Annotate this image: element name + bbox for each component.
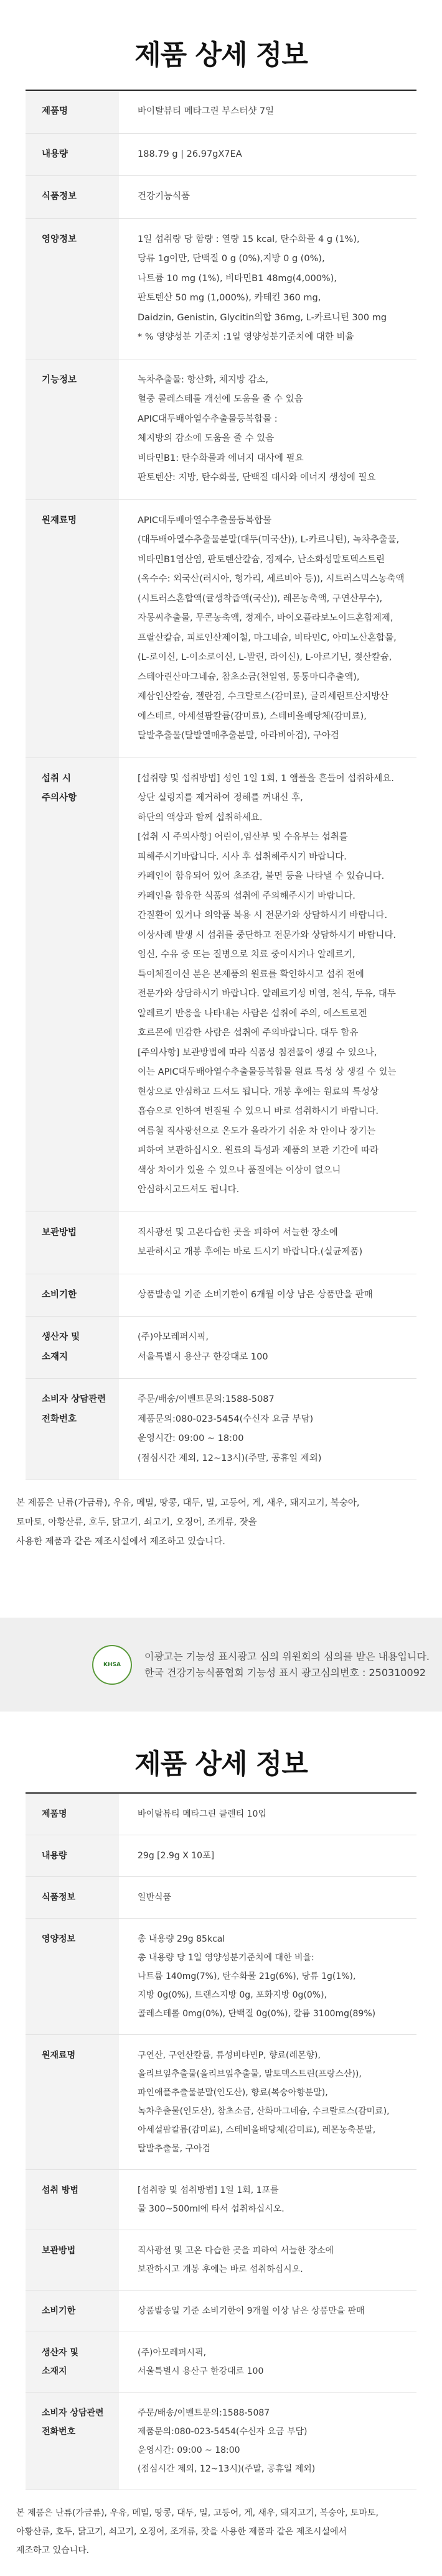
row-value-line: 운영시간: 09:00 ~ 18:00 bbox=[138, 2445, 240, 2455]
row-value-line: [주의사항] 보관방법에 따라 식품성 침전물이 생길 수 있으나, bbox=[138, 1047, 377, 1058]
row-label bbox=[26, 1212, 119, 1274]
ad-review-text bbox=[144, 1649, 430, 1681]
row-value-line: 188.79 g | 26.97gX7EA bbox=[138, 149, 242, 159]
row-label bbox=[26, 2230, 119, 2290]
table-row bbox=[26, 1317, 416, 1379]
row-value-line: 물 300~500ml에 타서 섭취하십시오. bbox=[138, 2204, 284, 2214]
row-value-line: 카페인이 함유되어 있어 초조감, 불면 등을 나타낼 수 있습니다. bbox=[138, 871, 385, 881]
row-label-line: 내용량 bbox=[42, 1851, 67, 1861]
row-value-line: APIC대두배아열수추출물등복합물 : bbox=[138, 414, 278, 424]
row-value bbox=[119, 134, 416, 176]
row-label-line: 제품명 bbox=[42, 1809, 67, 1819]
row-label bbox=[26, 219, 119, 359]
row-value-line: APIC대두배아열수추출물등복합물 bbox=[138, 515, 272, 526]
row-value-line: 프랄산칼슘, 피로인산제이철, 마그네슘, 비타민C, 아미노산혼합물, bbox=[138, 632, 397, 643]
row-value-line: (점심시간 제외, 12~13시)(주말, 공휴일 제외) bbox=[138, 1453, 322, 1463]
row-label-line: 전화번호 bbox=[42, 1414, 77, 1424]
row-value bbox=[119, 2035, 416, 2169]
row-label bbox=[26, 359, 119, 499]
row-value bbox=[119, 1835, 416, 1876]
table-row bbox=[26, 1919, 416, 2035]
notice-line: 제조하고 있습니다. bbox=[16, 2546, 90, 2555]
row-value-line: 주문/배송/이벤트문의:1588-5087 bbox=[138, 1394, 275, 1404]
page-title: 제품 상세 정보 bbox=[134, 1748, 308, 1780]
row-value-line: 간질환이 있거나 의약품 복용 시 전문가와 상담하시기 바랍니다. bbox=[138, 910, 388, 920]
notice-line: 토마토, 아황산류, 호두, 닭고기, 쇠고기, 오징어, 조개류, 잣을 bbox=[16, 1517, 257, 1527]
row-value-line: 서울특별시 용산구 한강대로 100 bbox=[138, 1351, 268, 1362]
row-value bbox=[119, 2170, 416, 2230]
row-value bbox=[119, 359, 416, 499]
table-row bbox=[26, 1379, 416, 1480]
table-row bbox=[26, 1794, 416, 1835]
row-value-line: 일반식품 bbox=[138, 1893, 172, 1902]
row-label bbox=[26, 2170, 119, 2230]
row-label-line: 소재지 bbox=[42, 1351, 68, 1362]
ad-review-line: 이광고는 기능성 표시광고 심의 위원회의 심의를 받은 내용입니다. bbox=[144, 1650, 430, 1662]
row-value-line: 판토텐산: 지방, 탄수화물, 단백질 대사와 에너지 생성에 필요 bbox=[138, 473, 376, 483]
row-value-line: [섭취량 및 섭취방법] 성인 1일 1회, 1 앰플을 흔들어 섭취하세요. bbox=[138, 773, 394, 784]
row-value-line: 흡습으로 인하여 변질될 수 있으니 바로 섭취하시기 바랍니다. bbox=[138, 1106, 379, 1116]
row-label bbox=[26, 176, 119, 218]
row-value-line: 이상사례 발생 시 섭취를 중단하고 전문가와 상담하시기 바랍니다. bbox=[138, 930, 397, 940]
row-value bbox=[119, 2230, 416, 2290]
row-value-line: (주)아모레퍼시픽, bbox=[138, 2348, 207, 2358]
row-value-line: 하단의 액상과 함께 섭취하세요. bbox=[138, 812, 263, 823]
row-label-line: 원재료명 bbox=[42, 2050, 76, 2060]
row-value-line: 탈발추출물(탈발열매추출분말, 아라비아검), 구아검 bbox=[138, 731, 339, 741]
row-label bbox=[26, 134, 119, 176]
row-label-line: 섭취 시 bbox=[42, 773, 72, 784]
product-info-table bbox=[26, 90, 416, 1480]
row-value bbox=[119, 1317, 416, 1378]
allergen-notice bbox=[0, 1480, 442, 1568]
row-label-line: 소재지 bbox=[42, 2366, 67, 2376]
row-label-line: 소비기한 bbox=[42, 1289, 77, 1300]
row-value-line: 운영시간: 09:00 ~ 18:00 bbox=[138, 1434, 244, 1443]
row-label bbox=[26, 758, 119, 1212]
row-value-line: 보관하시고 개봉 후에는 바로 섭취하십시오. bbox=[138, 2264, 303, 2274]
row-label bbox=[26, 2332, 119, 2392]
row-value bbox=[119, 758, 416, 1212]
table-row bbox=[26, 2393, 416, 2490]
row-value-line: 바이탈뷰티 메타그린 부스터샷 7일 bbox=[138, 106, 275, 116]
row-value-line: 총 내용량 당 1일 영양성분기준치에 대한 비율: bbox=[138, 1953, 314, 1963]
notice-line: 아황산류, 호두, 닭고기, 쇠고기, 오징어, 조개류, 잣을 사용한 제품과 같은 제조시설에서 bbox=[16, 2527, 347, 2537]
table-row bbox=[26, 2035, 416, 2170]
row-value-line: 바이탈뷰티 메타그린 클렌티 10입 bbox=[138, 1809, 266, 1819]
page-title: 제품 상세 정보 bbox=[134, 39, 308, 71]
row-label-line: 내용량 bbox=[42, 149, 68, 159]
row-label bbox=[26, 2291, 119, 2332]
row-value-line: 안심하시고드셔도 됩니다. bbox=[138, 1185, 240, 1195]
row-value-line: 제품문의:080-023-5454(수신자 요금 부담) bbox=[138, 1414, 314, 1424]
row-value bbox=[119, 1212, 416, 1274]
row-value bbox=[119, 176, 416, 218]
row-label bbox=[26, 500, 119, 758]
row-value-line: 상품발송일 기준 소비기한이 9개월 이상 남은 상품만을 판매 bbox=[138, 2306, 365, 2316]
row-label-line: 섭취 방법 bbox=[42, 2185, 78, 2195]
row-value-line: (주)아모레퍼시픽, bbox=[138, 1332, 209, 1342]
row-value-line: 건강기능식품 bbox=[138, 192, 190, 202]
row-value-line: 제품문의:080-023-5454(수신자 요금 부담) bbox=[138, 2427, 308, 2437]
row-value bbox=[119, 91, 416, 133]
row-value-line: 상품발송일 기준 소비기한이 6개월 이상 남은 상품만을 판매 bbox=[138, 1289, 373, 1300]
row-label-line: 기능정보 bbox=[42, 374, 77, 385]
table-row bbox=[26, 500, 416, 758]
row-value-line: 탈발추출물, 구아검 bbox=[138, 2144, 211, 2154]
row-value-line: (점심시간 제외, 12~13시)(주말, 공휴일 제외) bbox=[138, 2464, 316, 2474]
row-value-line: 색상 차이가 있을 수 있으나 품질에는 이상이 없으니 bbox=[138, 1165, 341, 1175]
table-row bbox=[26, 1212, 416, 1274]
row-value-line: 체지방의 감소에 도움을 줄 수 있음 bbox=[138, 433, 275, 443]
notice-line: 본 제품은 난류(가금류), 우유, 메밀, 땅콩, 대두, 밀, 고등어, 게, 새우, 돼지고기, 복숭아, 토마토, bbox=[16, 2508, 379, 2518]
row-value-line: 구연산, 구연산칼륨, 류성비타민P, 향료(레몬향), bbox=[138, 2050, 321, 2060]
row-value-line: 특이체질이신 분은 본제품의 원료를 확인하시고 섭취 전에 bbox=[138, 969, 364, 980]
row-value bbox=[119, 1877, 416, 1918]
table-row bbox=[26, 2332, 416, 2393]
row-label bbox=[26, 1919, 119, 2034]
row-value-line: 총 내용량 29g 85kcal bbox=[138, 1934, 225, 1944]
notice-line: 사용한 제품과 같은 제조시설에서 제조하고 있습니다. bbox=[16, 1537, 225, 1547]
row-label bbox=[26, 91, 119, 133]
row-value-line: 피하여 보관하십시오. 원료의 특성과 제품의 보관 기간에 따라 bbox=[138, 1146, 379, 1156]
row-label-line: 보관방법 bbox=[42, 1227, 77, 1238]
row-value-line: 혈중 콜레스테롤 개선에 도움을 줄 수 있음 bbox=[138, 394, 303, 404]
row-value-line: 비타민B1: 탄수화물과 에너지 대사에 필요 bbox=[138, 453, 304, 463]
row-value-line: (대두배아열수추출물분말(대두(미국산)), L-카르니틴), 녹차추출물, bbox=[138, 535, 400, 545]
row-label-line: 영양정보 bbox=[42, 234, 77, 244]
row-label bbox=[26, 2393, 119, 2490]
row-value-line: 1일 섭취량 당 함량 : 열량 15 kcal, 탄수화물 4 g (1%), bbox=[138, 234, 360, 244]
row-value-line: 나트륨 140mg(7%), 탄수화물 21g(6%), 당류 1g(1%), bbox=[138, 1971, 356, 1981]
row-label-line: 원재료명 bbox=[42, 515, 77, 526]
row-value-line: 상단 실링지를 제거하여 정해를 꺼내신 후, bbox=[138, 793, 303, 803]
row-value bbox=[119, 2332, 416, 2392]
row-value-line: (옥수수: 외국산(러시아, 헝가리, 세르비아 등)), 시트러스믹스농축액 bbox=[138, 574, 405, 584]
row-value-line: 판토텐산 50 mg (1,000%), 카테킨 360 mg, bbox=[138, 293, 321, 303]
row-label-line: 식품정보 bbox=[42, 1893, 76, 1902]
notice-line: 본 제품은 난류(가금류), 우유, 메밀, 땅콩, 대두, 밀, 고등어, 게, 새우, 돼지고기, 복숭아, bbox=[16, 1498, 360, 1508]
table-row bbox=[26, 2170, 416, 2230]
row-value-line: [섭취 시 주의사항] 어린이,임산부 및 수유부는 섭취를 bbox=[138, 832, 348, 842]
row-value-line: 이는 APIC대두배아열수추출물등복합물 원료 특성 상 생길 수 있는 bbox=[138, 1067, 397, 1077]
row-value-line: 임신, 수유 중 또는 질병으로 치료 중이시거나 알레르기, bbox=[138, 950, 355, 960]
row-label bbox=[26, 1794, 119, 1835]
row-value-line: 카페인을 함유한 식품의 섭취에 주의해주시기 바랍니다. bbox=[138, 891, 355, 901]
row-value bbox=[119, 500, 416, 758]
row-label bbox=[26, 1835, 119, 1876]
row-value-line: 비타민B1염산염, 판토텐산칼슘, 정제수, 난소화성말토덱스트린 bbox=[138, 554, 385, 565]
row-value-line: 당류 1g이만, 단백질 0 g (0%),지방 0 g (0%), bbox=[138, 254, 325, 264]
row-label bbox=[26, 1317, 119, 1378]
row-value-line: 알레르기 반응을 나타내는 사람은 섭취에 주의, 에스트로겐 bbox=[138, 1008, 367, 1019]
khsa-seal-icon bbox=[92, 1645, 132, 1685]
table-row bbox=[26, 134, 416, 177]
row-label-line: 소비기한 bbox=[42, 2306, 76, 2316]
table-row bbox=[26, 758, 416, 1212]
row-value bbox=[119, 1919, 416, 2034]
ad-review-notice-band bbox=[0, 1618, 442, 1712]
row-value-line: 콜레스테롤 0mg(0%), 단백질 0g(0%), 칼륨 3100mg(89%) bbox=[138, 2009, 376, 2019]
row-value bbox=[119, 2393, 416, 2490]
ad-review-number-line: 한국 건강기능식품협회 기능성 표시 광고심의번호 : 250310092 bbox=[144, 1666, 426, 1679]
row-value-line: 스테아린산마그네슘, 참초소금(천일염, 통통마디추출액), bbox=[138, 672, 360, 682]
row-value-line: 여름철 직사광선으로 온도가 올라가기 쉬운 차 안이나 장기는 bbox=[138, 1126, 376, 1136]
row-label-line: 생산자 및 bbox=[42, 2348, 78, 2358]
row-label-line: 식품정보 bbox=[42, 192, 77, 202]
allergen-notice bbox=[0, 2490, 442, 2576]
row-value-line: [섭취량 및 섭취방법] 1일 1회, 1포를 bbox=[138, 2185, 279, 2195]
row-value-line: 녹차추출물: 항산화, 체지방 감소, bbox=[138, 374, 269, 385]
row-value-line: 호르몬에 민감한 사람은 섭취에 주의바랍니다. 대두 함유 bbox=[138, 1028, 359, 1038]
table-row bbox=[26, 2230, 416, 2291]
table-row bbox=[26, 91, 416, 134]
row-label-line: 보관방법 bbox=[42, 2246, 76, 2256]
table-row bbox=[26, 1274, 416, 1317]
row-value-line: 서울특별시 용산구 한강대로 100 bbox=[138, 2366, 264, 2376]
row-value bbox=[119, 1794, 416, 1835]
row-value-line: 에스테르, 아세설팜칼륨(감미료), 스테비올배당체(감미료), bbox=[138, 711, 367, 721]
table-row bbox=[26, 2291, 416, 2332]
row-label-line: 제품명 bbox=[42, 106, 68, 116]
row-label bbox=[26, 1274, 119, 1317]
row-label bbox=[26, 2035, 119, 2169]
row-value-line: (L-로이신, L-이소로이신, L-발린, 라이신), L-아르기닌, 젖산칼슘, bbox=[138, 652, 392, 662]
row-value-line: 현상으로 안심하고 드셔도 됩니다. 개봉 후에는 원료의 특성상 bbox=[138, 1086, 379, 1097]
table-row bbox=[26, 176, 416, 219]
row-value-line: 녹차추출물(인도산), 참초소금, 산화마그네슘, 수크랄로스(감미료), bbox=[138, 2106, 390, 2116]
row-value-line: 보관하시고 개봉 후에는 바로 드시기 바랍니다.(실균제품) bbox=[138, 1247, 363, 1257]
row-label bbox=[26, 1379, 119, 1480]
product-detail-section-2 bbox=[0, 1712, 442, 2576]
row-value-line: 올리브잎추출물(올리브잎추출물, 말토덱스트린(프랑스산)), bbox=[138, 2069, 362, 2079]
row-value-line: 지방 0g(0%), 트랜스지방 0g, 포화지방 0g(0%), bbox=[138, 1990, 327, 2000]
row-label-line: 주의사항 bbox=[42, 793, 77, 803]
row-value bbox=[119, 2291, 416, 2332]
row-label-line: 소비자 상담관련 bbox=[42, 2408, 104, 2418]
row-value-line: 파인애플추출물분말(인도산), 향료(복숭아향분말), bbox=[138, 2088, 328, 2098]
row-value-line: 전문가와 상담하시기 바랍니다. 알레르기성 비염, 천식, 두유, 대두 bbox=[138, 989, 396, 999]
row-value bbox=[119, 219, 416, 359]
row-value-line: 직사광선 및 고온 다습한 곳을 피하여 서늘한 장소에 bbox=[138, 2246, 334, 2256]
table-row bbox=[26, 359, 416, 500]
table-row bbox=[26, 1835, 416, 1877]
row-value-line: 제삼인산칼슘, 젤란검, 수크랄로스(감미료), 글리세린트산지방산 bbox=[138, 692, 389, 702]
row-value bbox=[119, 1274, 416, 1317]
product-info-table bbox=[26, 1792, 416, 2490]
table-row bbox=[26, 1877, 416, 1919]
row-value bbox=[119, 1379, 416, 1480]
row-label-line: 전화번호 bbox=[42, 2427, 76, 2437]
row-value-line: 직사광선 및 고온다습한 곳을 피하여 서늘한 장소에 bbox=[138, 1227, 338, 1238]
row-value-line: 아세설팜칼륨(감미료), 스테비올배당체(감미료), 레몬농축분말, bbox=[138, 2125, 376, 2135]
seal-label: KHSA bbox=[103, 1661, 121, 1668]
row-value-line: 29g [2.9g X 10포] bbox=[138, 1851, 215, 1861]
row-value-line: 주문/배송/이벤트문의:1588-5087 bbox=[138, 2408, 270, 2418]
row-label-line: 생산자 및 bbox=[42, 1332, 80, 1342]
row-value-line: Daidzin, Genistin, Glycitin의합 36mg, L-카르니틴 300 mg bbox=[138, 312, 387, 323]
row-label bbox=[26, 1877, 119, 1918]
row-value-line: 피해주시기바랍니다. 시사 후 섭취해주시기 바랍니다. bbox=[138, 851, 347, 862]
row-value-line: 자몽씨추출물, 무콘농축액, 정제수, 바이오플라보노이드혼합제제, bbox=[138, 613, 393, 623]
row-label-line: 영양정보 bbox=[42, 1934, 76, 1944]
row-value-line: * % 영양성분 기준치 :1일 영양성분기준치에 대한 비율 bbox=[138, 332, 354, 342]
row-label-line: 소비자 상담관련 bbox=[42, 1394, 106, 1404]
row-value-line: 나트륨 10 mg (1%), 비타민B1 48mg(4,000%), bbox=[138, 273, 337, 284]
table-row bbox=[26, 219, 416, 359]
row-value-line: (시트러스혼합액(귤생착즙액(국산)), 레몬농축액, 구연산무수), bbox=[138, 593, 383, 604]
